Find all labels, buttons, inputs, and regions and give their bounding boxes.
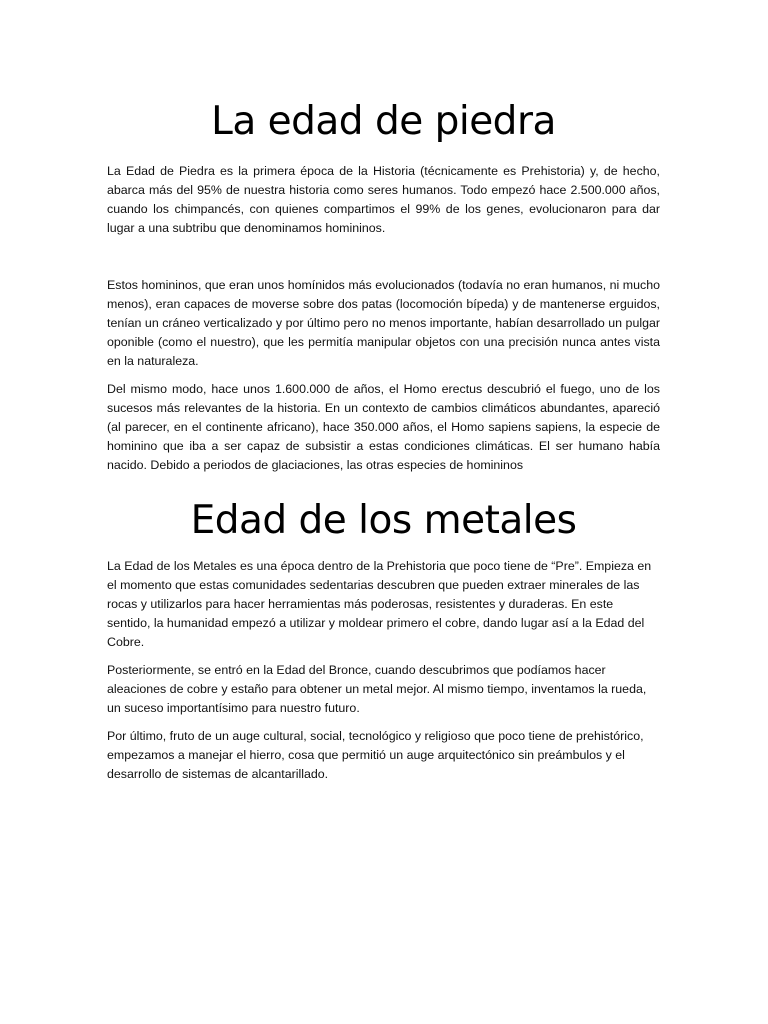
paragraph-stone-age-3: Del mismo modo, hace unos 1.600.000 de años, el Homo erectus descubrió el fuego, uno de los sucesos más relevantes de la historia. En un contexto de cambios climáticos abundantes, apareció (al parecer, en el continente africano), hace 350.000 años, el Homo sapiens sapiens, la especie de hominino que iba a ser capaz de subsistir a estas condiciones climáticas. El ser humano había nacido. Debido a periodos de glaciaciones, las otras especies de homininos: [107, 382, 660, 472]
section-title-metal-age: Edad de los metales: [190, 498, 577, 543]
paragraph-metal-age-2: Posteriormente, se entró en la Edad del Bronce, cuando descubrimos que podíamos hacer aleaciones de cobre y estaño para obtener un metal mejor. Al mismo tiempo, inventamos la rueda, un suceso importantísimo para nuestro futuro.: [107, 663, 647, 715]
paragraph-metal-age-3: Por último, fruto de un auge cultural, social, tecnológico y religioso que poco tiene de prehistórico, empezamos a manejar el hierro, cosa que permitió un auge arquitectónico sin preámbulos y el desarrollo de sistemas de alcantarillado.: [107, 729, 644, 781]
paragraph-stone-age-2: Estos homininos, que eran unos homínidos más evolucionados (todavía no eran humanos, ni mucho menos), eran capaces de moverse sobre dos patas (locomoción bípeda) y de mantenerse erguidos, tenían un cráneo verticalizado y por último pero no menos importante, habían desarrollado un pulgar oponible (como el nuestro), que les permitía manipular objetos con una precisión nunca antes vista en la naturaleza.: [107, 278, 660, 368]
paragraph-stone-age-1: La Edad de Piedra es la primera época de la Historia (técnicamente es Prehistoria) y, de hecho, abarca más del 95% de nuestra historia como seres humanos. Todo empezó hace 2.500.000 años, cuando los chimpancés, con quienes compartimos el 99% de los genes, evolucionaron para dar lugar a una subtribu que denominamos homininos.: [107, 164, 660, 235]
document-body: [107, 96, 660, 784]
paragraph-metal-age-1: La Edad de los Metales es una época dentro de la Prehistoria que poco tiene de “Pre”. Empieza en el momento que estas comunidades sedentarias descubren que pueden extraer minerales de las rocas y utilizarlos para hacer herramientas más poderosas, resistentes y duraderas. En este sentido, la humanidad empezó a utilizar y moldear primero el cobre, dando lugar así a la Edad del Cobre.: [107, 559, 652, 649]
section-title-stone-age: La edad de piedra: [211, 99, 556, 144]
